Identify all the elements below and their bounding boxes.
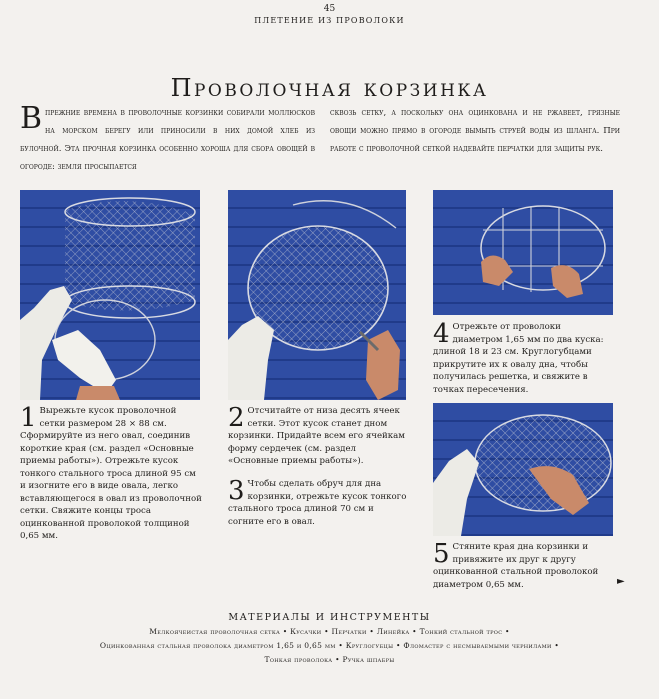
continue-arrow-icon: ► [617,576,625,587]
intro-column-left [20,101,315,176]
step-2 [228,405,408,468]
materials-heading: МАТЕРИАЛЫ И ИНСТРУМЕНТЫ [228,612,431,623]
page-title: Проволочная корзинка [170,74,489,103]
step-number: 4 [433,319,450,349]
page-number: 45 [323,4,336,14]
step-number: 1 [20,403,37,433]
drop-cap: В [20,101,43,136]
step-4-photo [433,190,613,315]
step-text: Отсчитайте от низа десять ячеек сетки. Этот кусок станет дном корзинки. Придайте всем его ячейкам форму сердечек (см. раздел «Основные приемы работы»). [228,406,405,466]
step-5 [433,541,613,591]
materials-line: Тонкая проволока • Ручка шпабры [264,655,395,664]
step-3 [228,478,408,528]
step-number: 3 [228,476,245,506]
step-4 [433,321,613,396]
step-text: Отрежьте от проволоки диаметром 1,65 мм по два куска: длиной 18 и 23 см. Круглогубцами прикрутите их к овалу дна, чтобы получилась решетка, и свяжите в точках пересечения. [433,322,604,395]
step-text: Стяните края дна корзинки и привяжите их друг к другу оцинкованной стальной проволокой диаметром 0,65 мм. [433,542,599,590]
step-1 [20,405,203,543]
step-text: Вырежьте кусок проволочной сетки размером 28 × 88 см. Сформируйте из него овал, соединив короткие края (см. раздел «Основные приемы работы»). Отрежьте кусок тонкого стального троса длиной 95 см и изогните его в виде овала, легко вставляющегося в овал из проволочной сетки. Свяжите концы троса оцинкованной проволокой толщиной 0,65 мм. [20,406,202,541]
step-text: Чтобы сделать обруч для дна корзинки, отрежьте кусок тонкого стального троса длиной 70 см и согните его в овал. [228,479,407,527]
materials-line: Мелкоячеистая проволочная сетка • Кусачки • Перчатки • Линейка • Тонкий стальной трос • [149,627,510,636]
step-number: 2 [228,403,245,433]
running-header: ПЛЕТЕНИЕ ИЗ ПРОВОЛОКИ [254,16,405,25]
step-1-photo [20,190,200,400]
intro-column-right: сквозь сетку, а поскольку она оцинкована и не ржавеет, грязные овощи можно прямо в огороде вымыть струей воды из шланга. При работе с проволочной сеткой надевайте перчатки для защиты рук. [330,108,620,154]
materials-line: Оцинкованная стальная проволока диаметром 1,65 и 0,65 мм • Круглогубцы • Фломастер с несмываемыми чернилами • [99,641,560,650]
step-2-photo [228,190,406,400]
intro-text-left: прежние времена в проволочные корзинки собирали моллюсков на морском берегу или приносили в них домой хлеб из булочной. Эта прочная корзинка особенно хороша для сбора овощей в огороде: земля просыпается [20,108,315,172]
step-5-photo [433,403,613,536]
step-number: 5 [433,539,450,569]
